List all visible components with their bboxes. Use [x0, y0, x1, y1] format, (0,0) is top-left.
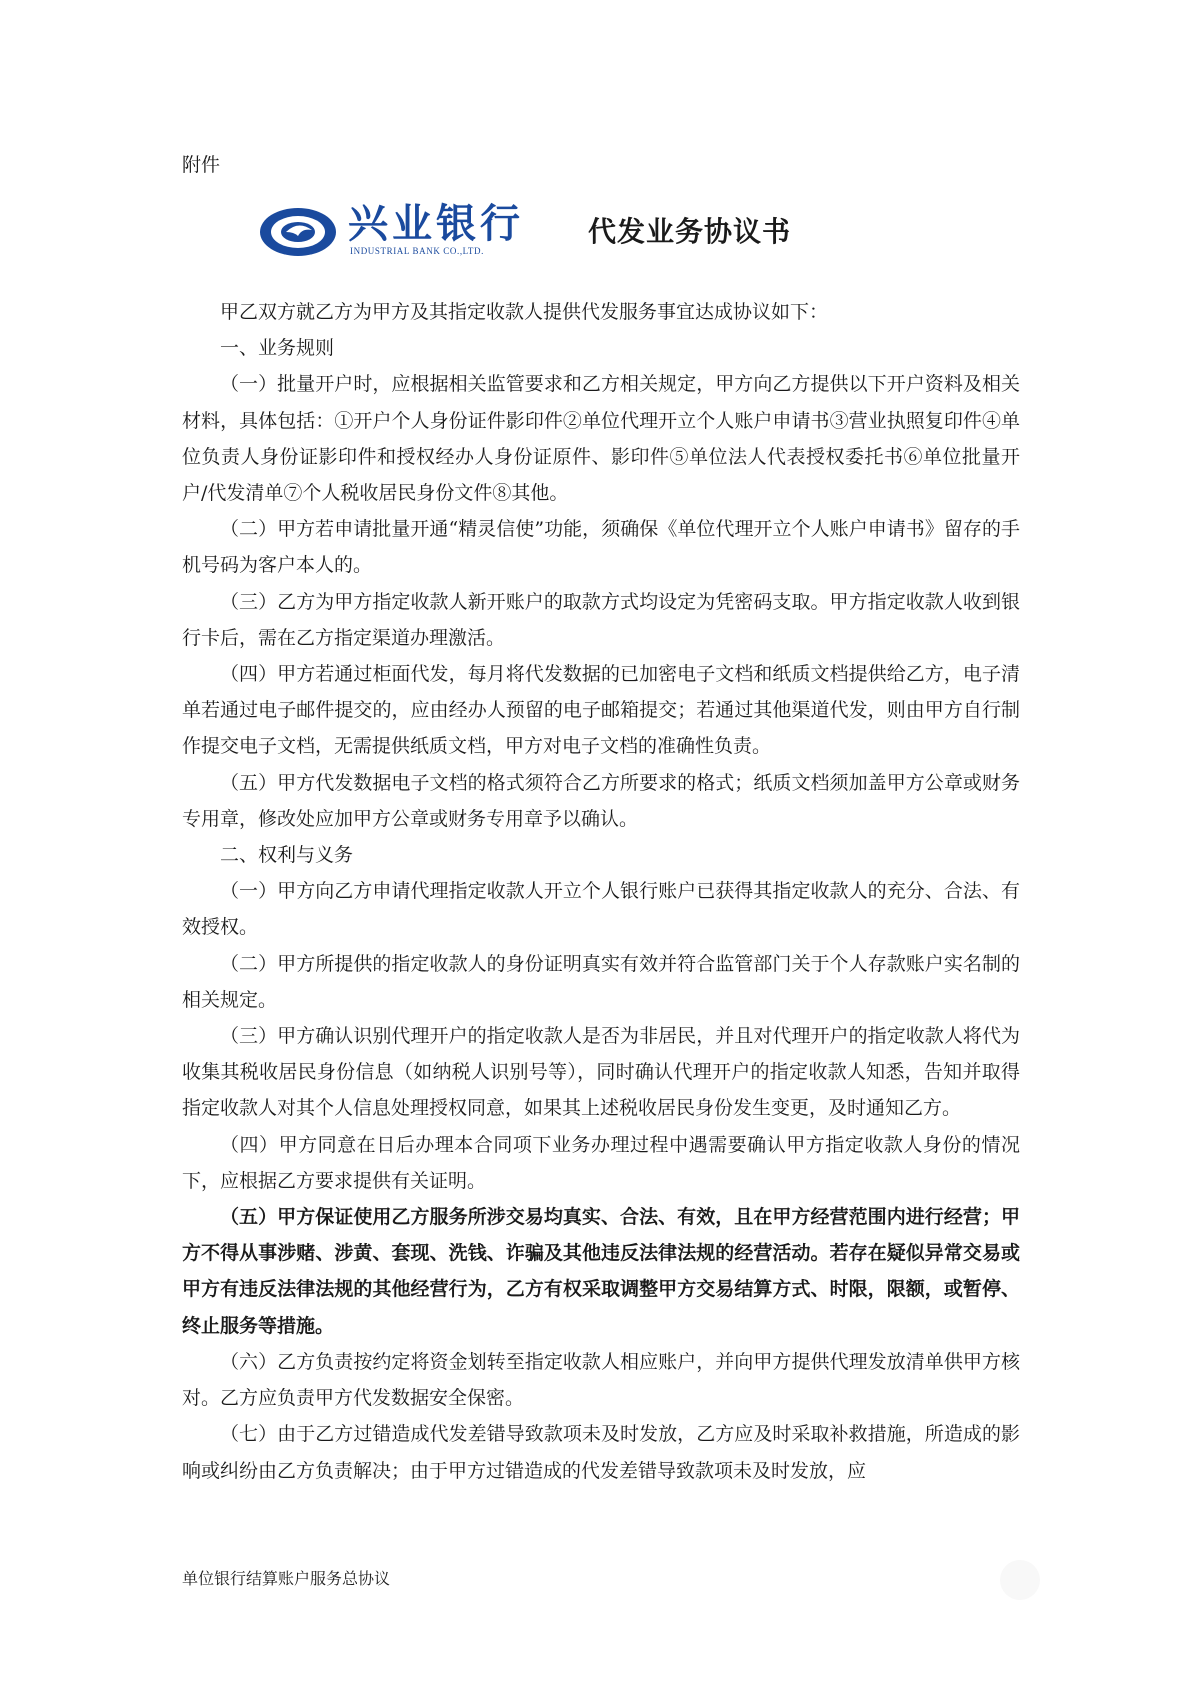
clause-paragraph: （二）甲方所提供的指定收款人的身份证明真实有效并符合监管部门关于个人存款账户实名制的相关规定。 [182, 952, 1020, 1011]
document-title: 代发业务协议书 [588, 215, 792, 248]
clause-paragraph: （七）由于乙方过错造成代发差错导致款项未及时发放，乙方应及时采取补救措施，所造成的影响或纠纷由乙方负责解决；由于甲方过错造成的代发差错导致款项未及时发放，应 [182, 1423, 1020, 1482]
clause-paragraph: （五）甲方代发数据电子文档的格式须符合乙方所要求的格式；纸质文档须加盖甲方公章或财务专用章，修改处应加甲方公章或财务专用章予以确认。 [182, 771, 1020, 830]
page-footer: 单位银行结算账户服务总协议 [182, 1569, 391, 1588]
section-heading-rights-obligations: 二、权利与义务 [220, 844, 354, 867]
document-header [258, 200, 958, 264]
clause-paragraph: （二）甲方若申请批量开通“精灵信使”功能，须确保《单位代理开立个人账户申请书》留存的手机号码为客户本人的。 [182, 518, 1020, 577]
industrial-bank-logo-icon [258, 206, 338, 258]
corner-mark [1000, 1560, 1040, 1600]
bank-logo [258, 200, 528, 264]
clause-paragraph: （一）批量开户时，应根据相关监管要求和乙方相关规定，甲方向乙方提供以下开户资料及相关材料，具体包括：①开户个人身份证件影印件②单位代理开立个人账户申请书③营业执照复印件④单位负责人身份证影印件和授权经办人身份证原件、影印件⑤单位法人代表授权委托书⑥单位批量开户/代发清单⑦个人税收居民身份文件⑧其他。 [182, 373, 1020, 505]
bank-name-en: INDUSTRIAL BANK CO.,LTD. [350, 246, 484, 256]
section-heading-business-rules: 一、业务规则 [220, 337, 335, 360]
attachment-label: 附件 [182, 154, 221, 176]
agreement-body [182, 294, 1020, 1489]
bank-name-cn: 兴业银行 [348, 201, 524, 247]
clause-paragraph: （四）甲方同意在日后办理本合同项下业务办理过程中遇需要确认甲方指定收款人身份的情况下，应根据乙方要求提供有关证明。 [182, 1133, 1020, 1192]
clause-paragraph: （六）乙方负责按约定将资金划转至指定收款人相应账户，并向甲方提供代理发放清单供甲方核对。乙方应负责甲方代发数据安全保密。 [182, 1350, 1020, 1410]
clause-paragraph-bold: （五）甲方保证使用乙方服务所涉交易均真实、合法、有效，且在甲方经营范围内进行经营；甲方不得从事涉赌、涉黄、套现、洗钱、诈骗及其他违反法律法规的经营活动。若存在疑似异常交易或甲方有违反法律法规的其他经营行为，乙方有权采取调整甲方交易结算方式、时限，限额，或暂停、终止服务等措施。 [182, 1206, 1020, 1337]
clause-paragraph: （三）甲方确认识别代理开户的指定收款人是否为非居民，并且对代理开户的指定收款人将代为收集其税收居民身份信息（如纳税人识别号等），同时确认代理开户的指定收款人知悉，告知并取得指定收款人对其个人信息处理授权同意，如果其上述税收居民身份发生变更，及时通知乙方。 [182, 1025, 1020, 1120]
clause-paragraph: （四）甲方若通过柜面代发，每月将代发数据的已加密电子文档和纸质文档提供给乙方，电子清单若通过电子邮件提交的，应由经办人预留的电子邮箱提交；若通过其他渠道代发，则由甲方自行制作提交电子文档，无需提供纸质文档，甲方对电子文档的准确性负责。 [182, 663, 1020, 758]
intro-paragraph: 甲乙双方就乙方为甲方及其指定收款人提供代发服务事宜达成协议如下： [220, 301, 829, 323]
clause-paragraph: （三）乙方为甲方指定收款人新开账户的取款方式均设定为凭密码支取。甲方指定收款人收到银行卡后，需在乙方指定渠道办理激活。 [182, 590, 1020, 649]
clause-paragraph: （一）甲方向乙方申请代理指定收款人开立个人银行账户已获得其指定收款人的充分、合法、有效授权。 [182, 880, 1020, 939]
